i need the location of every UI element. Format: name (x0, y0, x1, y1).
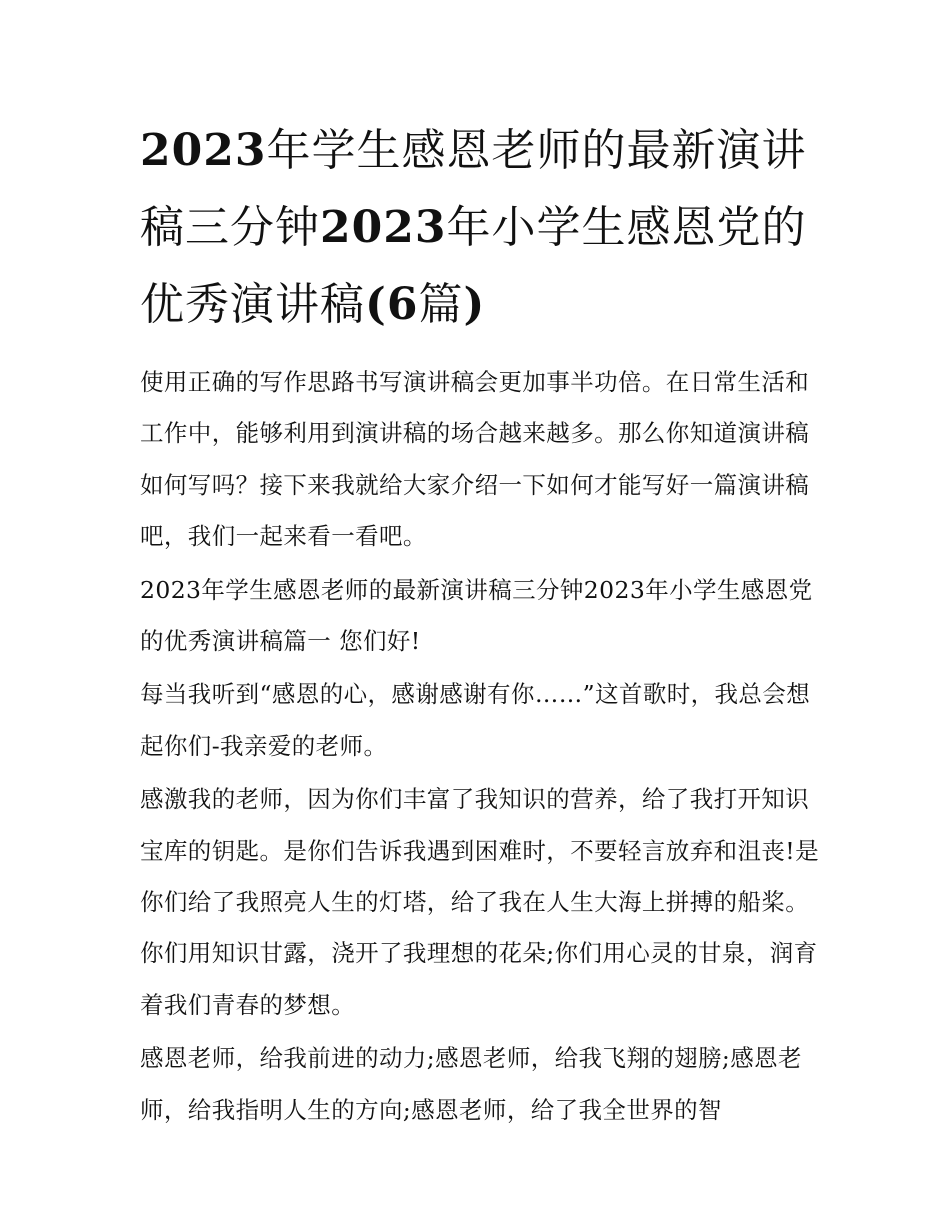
body-paragraph: 感恩老师，给我前进的动力;感恩老师，给我飞翔的翅膀;感恩老师，给我指明人生的方向;感恩老师，给了我全世界的智 (140, 1044, 802, 1124)
title-part: 篇 (418, 279, 464, 330)
intro-paragraph: 使用正确的写作思路书写演讲稿会更加事半功倍。在日常生活和工作中，能够利用到演讲稿的场合越来越多。那么你知道演讲稿如何写吗？接下来我就给大家介绍一下如何才能写好一篇演讲稿吧，我们一起来看一看吧。 (140, 368, 810, 551)
title-part: 2023 (140, 125, 267, 176)
title-part: (6 (365, 279, 419, 330)
title-part: 2023 (320, 202, 447, 253)
section-heading-paragraph: 2023年学生感恩老师的最新演讲稿三分钟2023年小学生感恩党的优秀演讲稿篇一 您们好! (140, 575, 813, 656)
title-part: ) (463, 279, 486, 330)
document-body (140, 112, 820, 1138)
body-paragraph: 每当我听到“感恩的心，感谢感谢有你……”这首歌时，我总会想起你们-我亲爱的老师。 (140, 680, 811, 760)
body-paragraph: 感激我的老师，因为你们丰富了我知识的营养，给了我打开知识宝库的钥匙。是你们告诉我遇到困难时，不要轻言放弃和沮丧!是你们给了我照亮人生的灯塔，给了我在人生大海上拼搏的船桨。你们用知识甘露，浇开了我理想的花朵;你们用心灵的甘泉，润育着我们青春的梦想。 (140, 785, 820, 1019)
document-title (140, 112, 820, 343)
title-part: 年小学生感恩党的优秀演讲稿 (140, 202, 807, 330)
title-part: 年学生感恩老师的最新演讲稿三分钟 (140, 125, 807, 253)
